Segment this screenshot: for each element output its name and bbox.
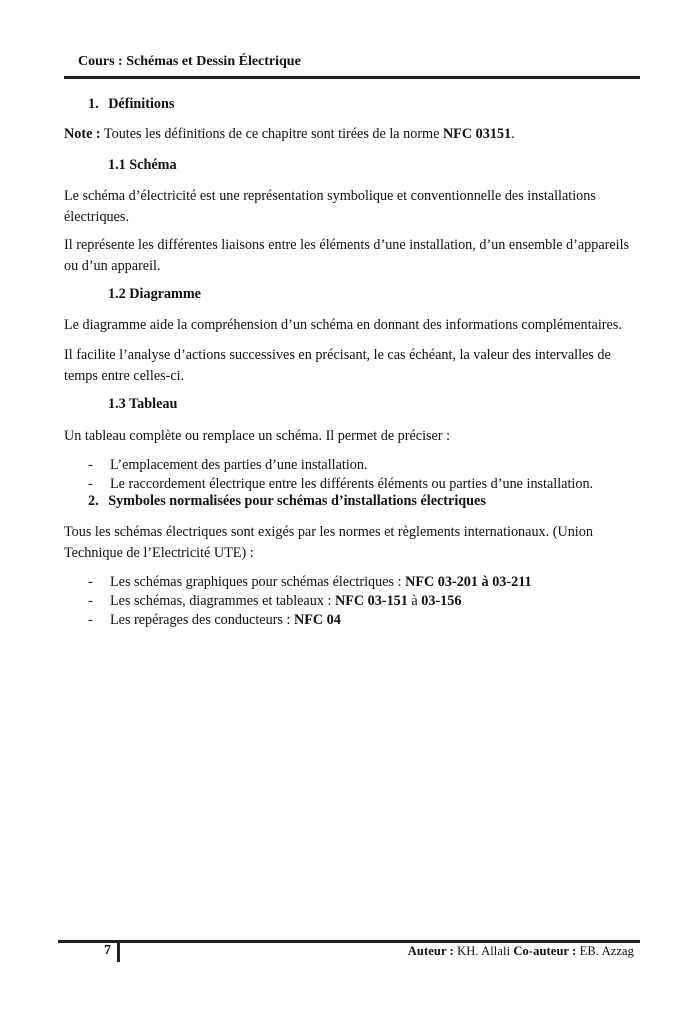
section-1-heading	[88, 96, 174, 113]
section-2-paragraph-1: Tous les schémas électriques sont exigés par les normes et règlements internationaux. (Union Technique de l’Electricité UTE) :	[64, 524, 593, 561]
list-item	[88, 592, 648, 611]
footer-divider	[117, 942, 120, 962]
list-item	[88, 475, 648, 494]
header-rule	[64, 76, 640, 79]
coauthor-label: Co-auteur :	[513, 944, 577, 958]
list-item-text: Les schémas graphiques pour schémas électriques :	[110, 574, 406, 590]
note-end: .	[511, 126, 515, 142]
note-label: Note :	[64, 126, 101, 142]
coauthor-name: EB. Azzag	[576, 944, 634, 958]
subsection-1-3-list	[88, 456, 648, 494]
list-item	[88, 573, 648, 592]
subsection-1-3-title: 1.3 Tableau	[108, 396, 178, 412]
subsection-1-2-paragraph-1: Le diagramme aide la compréhension d’un schéma en donnant des informations complémentaires.	[64, 317, 622, 333]
footer-author-line	[408, 944, 634, 959]
list-dash: -	[88, 593, 93, 609]
list-item-norm: NFC 03-151	[334, 593, 408, 609]
list-item-norm: NFC 04	[293, 612, 341, 628]
list-item	[88, 611, 648, 630]
list-item	[88, 456, 648, 475]
list-item-text: Les repérages des conducteurs :	[110, 612, 294, 628]
subsection-1-1-paragraph-2: Il représente les différentes liaisons entre les éléments d’une installation, d’un ensemble d’appareils ou d’un appareil.	[64, 237, 630, 274]
section-1-title: Définitions	[108, 96, 175, 112]
section-2-title: Symboles normalisées pour schémas d’installations électriques	[108, 493, 486, 509]
list-item-mid: à	[407, 593, 422, 609]
section-2-list	[88, 573, 648, 630]
list-item-text: Les schémas, diagrammes et tableaux :	[110, 593, 335, 609]
note-text: Toutes les définitions de ce chapitre sont tirées de la norme	[100, 126, 443, 142]
note-norm: NFC 03151	[442, 126, 512, 142]
section-1-number: 1.	[88, 96, 99, 112]
section-2-number: 2.	[88, 493, 99, 509]
list-item-norm-end: 03-211	[492, 574, 532, 590]
subsection-1-1-title: 1.1 Schéma	[108, 157, 177, 173]
list-item-text: L’emplacement des parties d’une installation.	[110, 457, 368, 473]
subsection-1-2-title: 1.2 Diagramme	[108, 286, 201, 302]
author-name: KH. Allali	[453, 944, 514, 958]
section-2-heading	[88, 493, 486, 510]
page-number: 7	[104, 943, 111, 958]
author-label: Auteur :	[407, 944, 454, 958]
subsection-1-2-paragraph-2: Il facilite l’analyse d’actions successives en précisant, le cas échéant, la valeur des intervalles de temps entre celles-ci.	[64, 347, 611, 384]
note-line	[64, 126, 515, 143]
list-item-text: Le raccordement électrique entre les différents éléments ou parties d’une installation.	[110, 476, 594, 492]
list-dash: -	[88, 476, 93, 492]
subsection-1-1-paragraph-1: Le schéma d’électricité est une représentation symbolique et conventionnelle des installations électriques.	[64, 188, 596, 225]
subsection-1-3-paragraph-1: Un tableau complète ou remplace un schéma. Il permet de préciser :	[64, 428, 451, 444]
list-item-norm: NFC 03-201	[405, 574, 478, 590]
footer-rule	[58, 940, 640, 943]
list-dash: -	[88, 457, 93, 473]
list-item-mid: à	[478, 574, 493, 590]
page-header-title: Cours : Schémas et Dessin Électrique	[78, 54, 301, 69]
list-dash: -	[88, 612, 93, 628]
list-item-norm-end: 03-156	[421, 593, 462, 609]
list-dash: -	[88, 574, 93, 590]
